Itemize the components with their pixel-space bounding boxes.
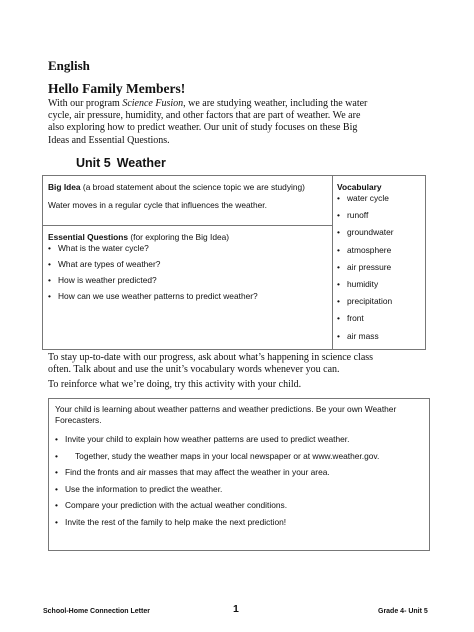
bullet-icon: •: [337, 296, 340, 307]
bullet-icon: •: [337, 244, 340, 255]
list-item: [337, 245, 394, 262]
bullet-icon: •: [48, 275, 51, 285]
bullet-icon: •: [337, 210, 340, 221]
vocabulary-word: precipitation: [347, 296, 393, 307]
essential-questions-heading: [48, 232, 229, 243]
bullet-icon: •: [48, 291, 51, 301]
activity-step: Invite your child to explain how weather patterns are used to predict weather.: [65, 434, 350, 444]
list-item: [48, 275, 258, 291]
bullet-icon: •: [48, 243, 51, 253]
bullet-icon: •: [337, 278, 340, 289]
essential-questions-list: [48, 243, 258, 307]
page-number: 1: [233, 603, 239, 615]
vocabulary-word: atmosphere: [347, 244, 392, 255]
big-idea-heading: [48, 182, 305, 193]
list-item: [48, 243, 258, 259]
list-item: [55, 434, 427, 451]
vocabulary-word: humidity: [347, 278, 379, 289]
follow-up-paragraph: To stay up-to-date with our progress, ask about what’s happening in science class often. Talk about and use the unit’s vocabulary words whenever you can.: [48, 352, 374, 376]
activity-box: [48, 398, 430, 551]
list-item: [337, 279, 394, 296]
question-text: What are types of weather?: [58, 259, 161, 269]
list-item: [48, 259, 258, 275]
language-label: English: [48, 58, 90, 73]
greeting-heading: Hello Family Members!: [48, 81, 186, 96]
vocabulary-word: air pressure: [347, 261, 392, 272]
list-item: [337, 313, 394, 330]
list-item: [337, 227, 394, 244]
list-item: [55, 467, 427, 484]
intro-paragraph: [48, 98, 378, 147]
list-item: [337, 331, 394, 348]
unit-table: [42, 175, 426, 350]
big-idea-text: Water moves in a regular cycle that influences the weather.: [48, 200, 267, 210]
unit-title: Weather: [116, 156, 166, 170]
bullet-icon: •: [337, 227, 340, 238]
bullet-icon: •: [337, 193, 340, 203]
activity-step: Together, study the weather maps in your local newspaper or at www.weather.gov.: [75, 450, 380, 461]
vocabulary-word: front: [347, 313, 364, 324]
bullet-icon: •: [55, 483, 58, 494]
bullet-icon: •: [337, 261, 340, 272]
bullet-icon: •: [55, 516, 58, 527]
question-text: How can we use weather patterns to predict weather?: [58, 291, 258, 301]
activity-step: Invite the rest of the family to help make the next prediction!: [65, 516, 287, 527]
essential-questions-note: (for exploring the Big Idea): [128, 232, 230, 242]
vocabulary-heading: Vocabulary: [337, 182, 382, 192]
vocabulary-word: runoff: [347, 210, 369, 221]
vocabulary-word: water cycle: [347, 193, 389, 203]
question-text: What is the water cycle?: [58, 243, 149, 253]
activity-prompt: To reinforce what we’re doing, try this activity with your child.: [48, 379, 302, 390]
bullet-icon: •: [55, 450, 58, 461]
vocabulary-word: groundwater: [347, 227, 394, 238]
activity-step: Use the information to predict the weather.: [65, 483, 223, 494]
bullet-icon: •: [48, 259, 51, 269]
bullet-icon: •: [55, 434, 58, 444]
activity-intro: Your child is learning about weather patterns and weather predictions. Be your own Weather Forecasters.: [55, 404, 397, 426]
list-item: [55, 517, 427, 534]
big-idea-label: Big Idea: [48, 182, 81, 192]
intro-text-after: , we are studying weather, including the water cycle, air pressure, humidity, and other factors that are part of weather. We are also exploring how to predict weather. Our unit of study focuses on these Big Ideas and Essential Questions.: [48, 98, 368, 146]
footer-title: School-Home Connection Letter: [43, 608, 150, 615]
list-item: [337, 262, 394, 279]
bullet-icon: •: [337, 330, 340, 341]
vocabulary-word: air mass: [347, 330, 379, 341]
activity-step: Compare your prediction with the actual weather conditions.: [65, 500, 288, 511]
list-item: [55, 451, 427, 468]
vocabulary-list: [337, 193, 394, 348]
list-item: [48, 291, 258, 307]
unit-heading: [76, 156, 172, 170]
activity-step: Find the fronts and air masses that may affect the weather in your area.: [65, 467, 330, 478]
list-item: [55, 500, 427, 517]
bullet-icon: •: [55, 467, 58, 478]
list-item: [337, 193, 394, 210]
table-column-divider: [332, 176, 333, 349]
unit-number: Unit 5: [76, 156, 111, 170]
intro-text-before: With our program: [48, 98, 123, 109]
list-item: [337, 296, 394, 313]
footer-grade-unit: Grade 4- Unit 5: [378, 608, 428, 615]
question-text: How is weather predicted?: [58, 275, 157, 285]
program-name: Science Fusion: [122, 98, 184, 109]
bullet-icon: •: [55, 500, 58, 511]
activity-list: [55, 434, 427, 534]
essential-questions-label: Essential Questions: [48, 232, 129, 242]
table-row-divider: [43, 225, 332, 226]
big-idea-note: (a broad statement about the science topic we are studying): [80, 182, 305, 192]
list-item: [337, 210, 394, 227]
list-item: [55, 484, 427, 501]
bullet-icon: •: [337, 313, 340, 324]
